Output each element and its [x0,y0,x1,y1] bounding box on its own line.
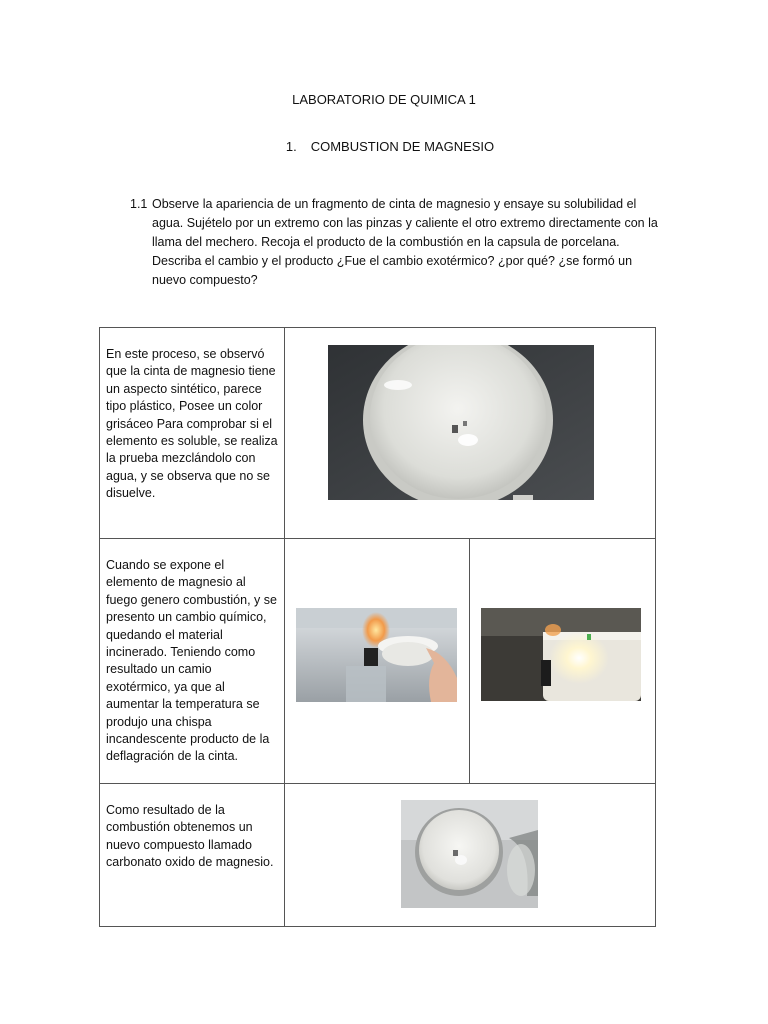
porcelain-bowl-photo [328,345,594,500]
row3-description: Como resultado de la combustión obtenemos un nuevo compuesto llamado carbonato oxido de magnesio. [106,803,274,870]
page-title: LABORATORIO DE QUIMICA 1 [292,92,476,107]
row2-text-cell [100,539,285,784]
burner-flame-photo [296,608,457,702]
magnesium-spark-photo [481,608,641,701]
row3-image-cell [285,784,656,927]
table-row [100,784,656,927]
results-table [99,327,656,927]
question-text: Observe la apariencia de un fragmento de cinta de magnesio y ensaye su solubilidad el agua. Sujételo por un extremo con las pinzas y caliente el otro extremo directamente con la llama del mechero. Recoja el producto de la combustión en la capsula de porcelana. Describa el cambio y el producto ¿Fue el cambio exotérmico? ¿por qué? ¿se formó un nuevo compuesto? [152,197,658,287]
question-number: 1.1 [130,197,148,211]
section-title: COMBUSTION DE MAGNESIO [310,139,495,154]
table-row [100,328,656,539]
row3-text-cell [100,784,285,927]
row2-image-cell-right [470,539,656,784]
row1-description: En este proceso, se observó que la cinta de magnesio tiene un aspecto sintético, parece tipo plástico, Posee un color grisáceo Para comprobar si el elemento es soluble, se realiza la prueba mezclándolo con agua, y se observa que no se disuelve. [106,347,278,501]
table-row [100,539,656,784]
question-block [130,195,660,290]
row1-text-cell [100,328,285,539]
section-heading [0,139,768,154]
section-number: 1. [285,139,297,154]
row1-image-cell [285,328,656,539]
row2-description: Cuando se expone el elemento de magnesio al fuego genero combustión, y se presento un cambio químico, quedando el material incinerado. Teniendo como resultado un camio exotérmico, ya que al aumentar la temperatura se produjo una chispa incandescente producto de la deflagración de la cinta. [106,558,277,764]
row2-image-cell-left [285,539,470,784]
combustion-product-photo [401,800,538,908]
